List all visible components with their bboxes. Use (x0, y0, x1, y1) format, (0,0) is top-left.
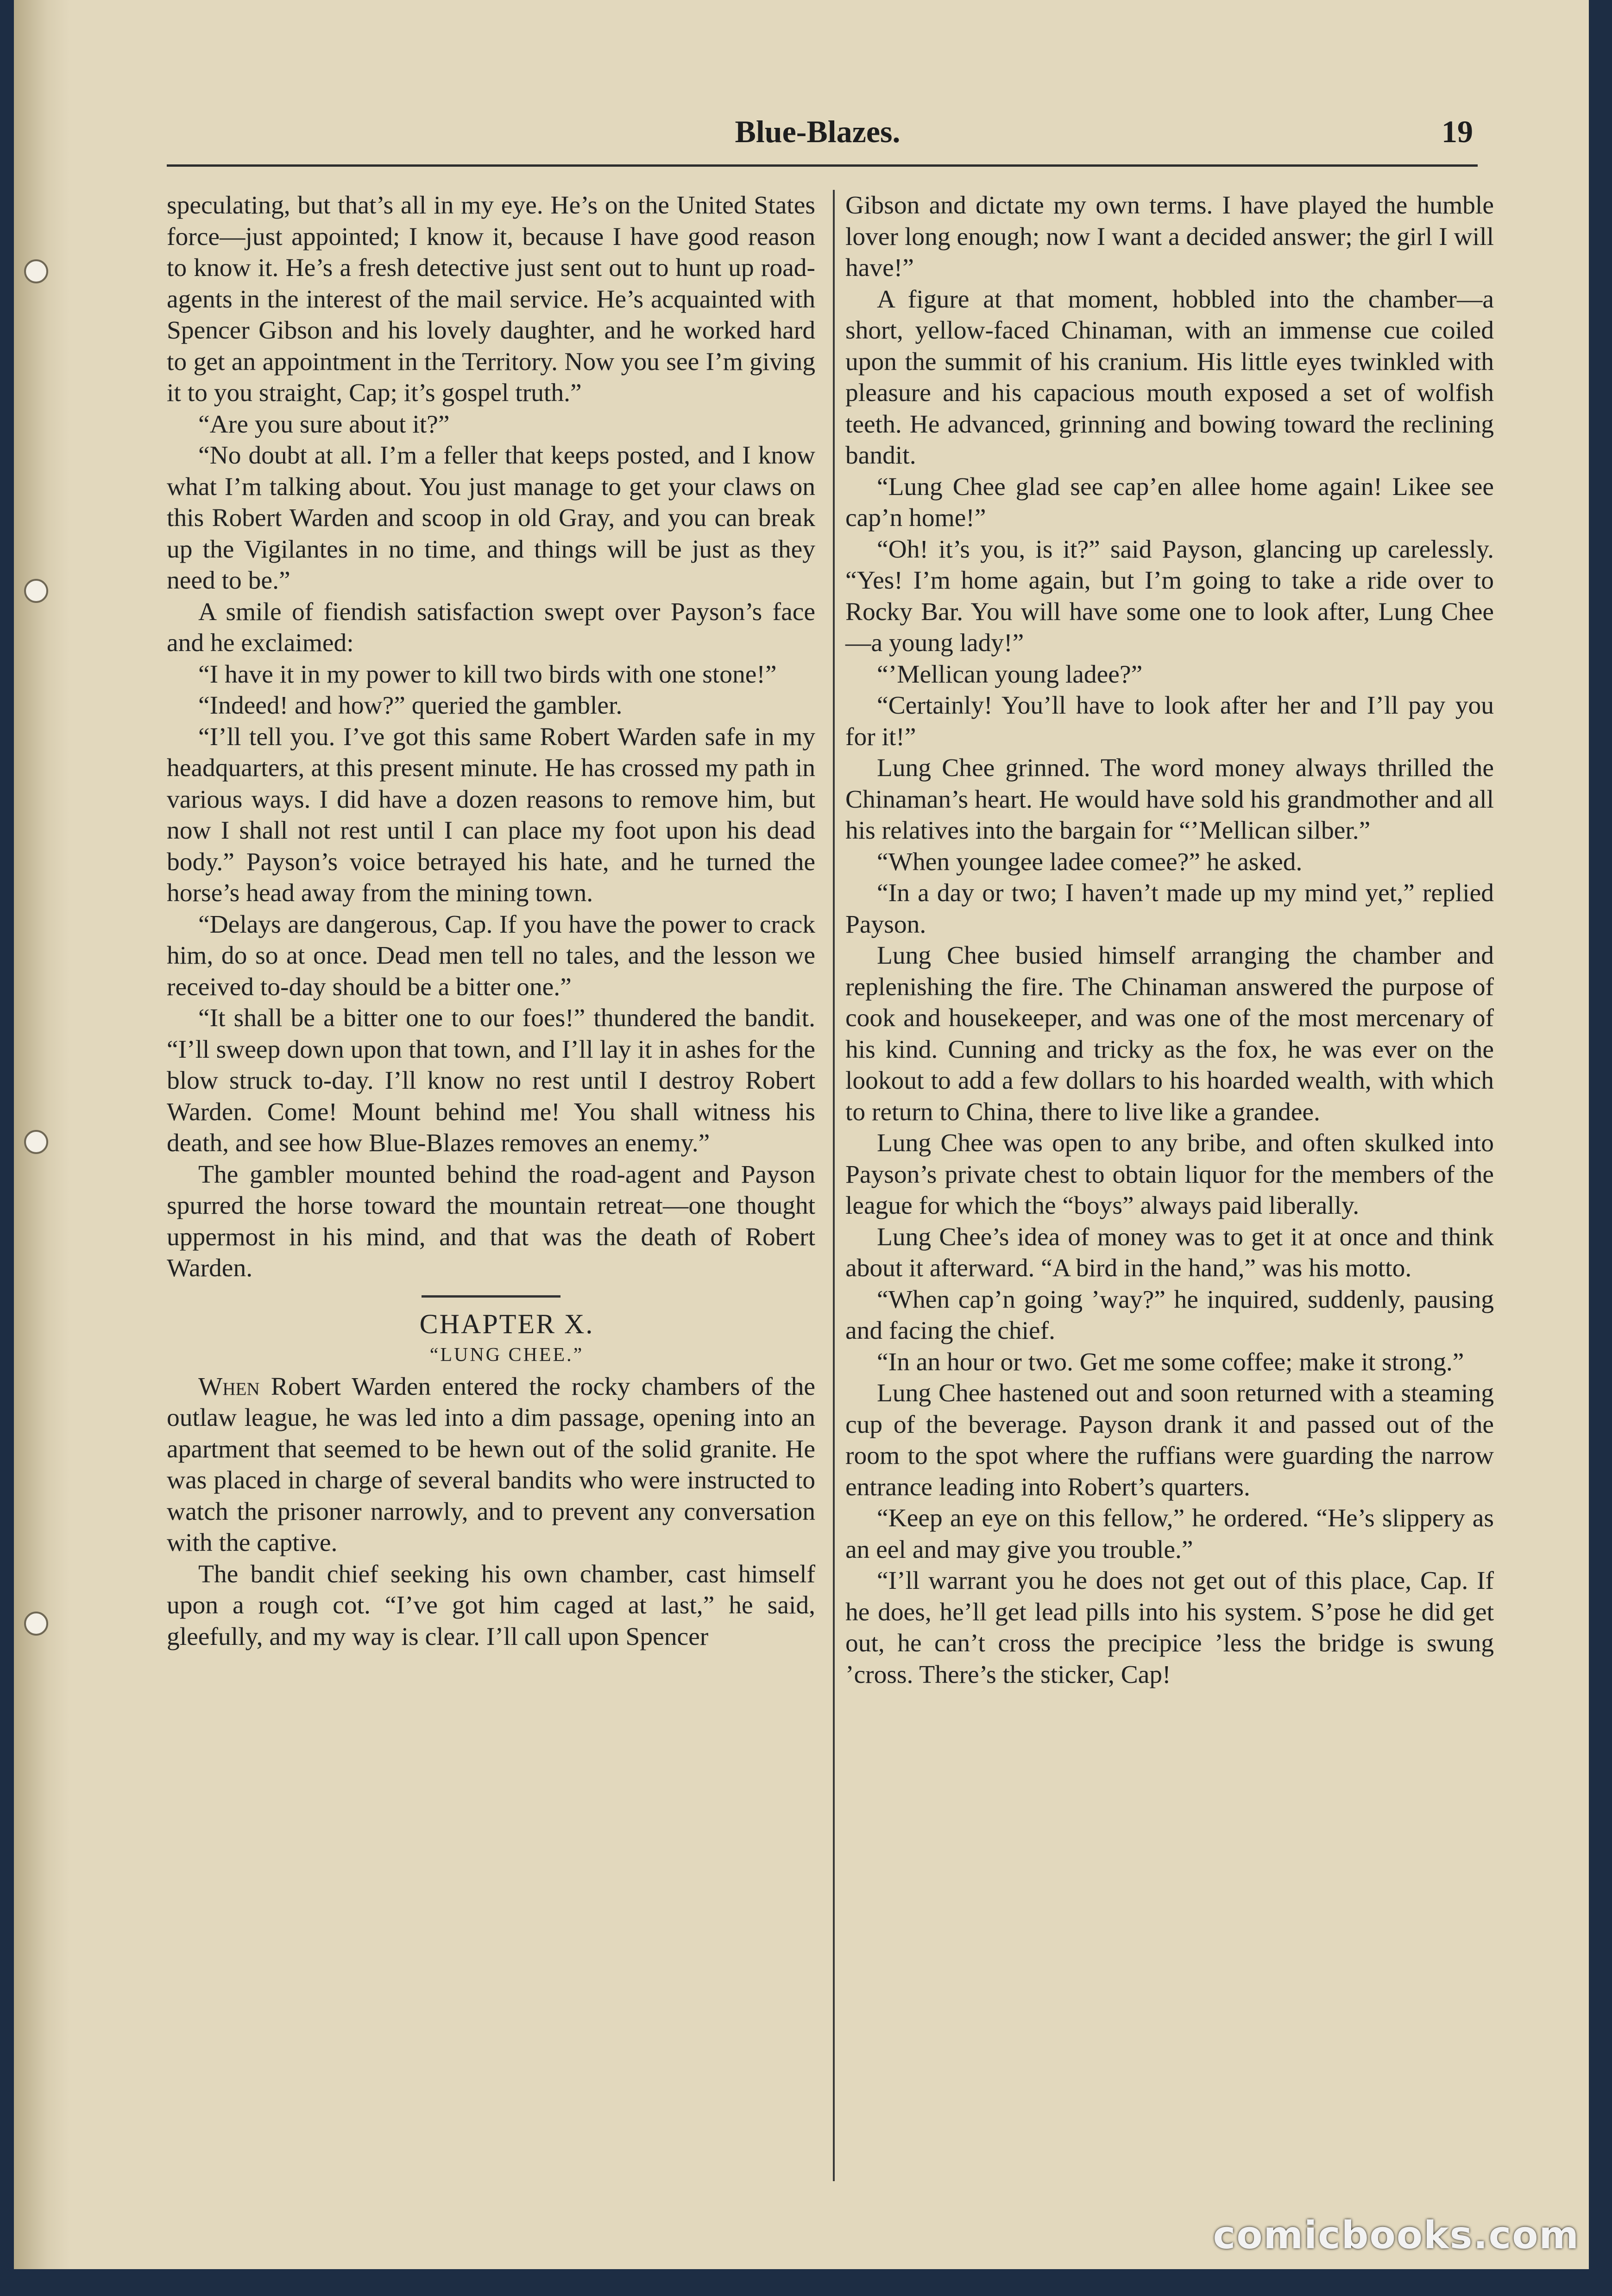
paragraph: “I’ll warrant you he does not get out of this place, Cap. If he does, he’ll get lead pills into his system. S’pose he did get out, he can’t cross the precipice ’less the bridge is swung ’cross. There’s the sticker, Cap! (845, 1567, 1494, 1689)
paragraph: Lung Chee grinned. The word money always thrilled the Chinaman’s heart. He would have sold his grandmother and all his relatives into the bargain for “’Mellican silber.” (845, 754, 1494, 845)
paragraph: “’Mellican young ladee?” (877, 660, 1143, 689)
book-page (14, 0, 1589, 2269)
paragraph: “Are you sure about it?” (198, 410, 450, 439)
paragraph: “When youngee ladee comee?” he asked. (877, 847, 1303, 876)
stitch-hole-icon (24, 1130, 48, 1154)
paragraph: “In a day or two; I haven’t made up my mind yet,” replied Payson. (845, 879, 1494, 939)
page-header (162, 109, 1473, 155)
paragraph: Lung Chee busied himself arranging the chamber and replenishing the fire. The Chinaman answered the purpose of cook and housekeeper, and was one of the most mercenary of his kind. Cunning and tricky as the fox, he was ever on the lookout to add a few dollars to his hoarded wealth, with which to return to China, there to live like a grandee. (845, 941, 1494, 1126)
paragraph: “Oh! it’s you, is it?” said Payson, glancing up carelessly. “Yes! I’m home again, but I’m going to take a ride over to Rocky Bar. You will have some one to look after, Lung Chee—a young lady!” (845, 535, 1494, 657)
page-number: 19 (1442, 114, 1473, 149)
paragraph: Lung Chee hastened out and soon returned with a steaming cup of the beverage. Payson drank it and passed out of the room to the spot where the ruffians were guarding the narrow entrance leading into Robert’s quarters. (845, 1379, 1494, 1501)
paragraph: A figure at that moment, hobbled into the chamber—a short, yellow-faced Chinaman, with an immense cue coiled upon the summit of his cranium. His little eyes twinkled with pleasure and his capacious mouth exposed a set of wolfish teeth. He advanced, grinning and bowing toward the reclining bandit. (845, 285, 1494, 470)
page-binding-edge (14, 0, 69, 2269)
chapter-opening-paragraph (167, 1371, 815, 1559)
paragraph: “Delays are dangerous, Cap. If you have the power to crack him, do so at once. Dead men tell no tales, and the lesson we received to-day should be a bitter one.” (167, 910, 815, 1001)
paragraph: “Certainly! You’ll have to look after her and I’ll pay you for it!” (845, 691, 1494, 751)
paragraph: “It shall be a bitter one to our foes!” thundered the bandit. “I’ll sweep down upon that town, and I’ll lay it in ashes for the blow struck to-day. I’ll know no rest until I destroy Robert Warden. Come! Mount behind me! You shall witness his death, and see how Blue-Blazes removes an enemy.” (167, 1004, 815, 1157)
chapter-rule (422, 1295, 560, 1298)
paragraph: “Indeed! and how?” queried the gambler. (198, 691, 623, 720)
header-rule (167, 164, 1478, 167)
paragraph: speculating, but that’s all in my eye. He’s on the United States force—just appointed; I know it, because I have good reason to know it. He’s a fresh detective just sent out to hunt up road-agents in the interest of the mail service. He’s acquainted with Spencer Gibson and his lovely daughter, and he worked hard to get an appointment in the Territory. Now you see I’m giving it to you straight, Cap; it’s gospel truth.” (167, 191, 815, 407)
paragraph: “When cap’n going ’way?” he inquired, suddenly, pausing and facing the chief. (845, 1285, 1494, 1345)
paragraph: “Lung Chee glad see cap’en allee home again! Likee see cap’n home!” (845, 472, 1494, 532)
paragraph: The gambler mounted behind the road-agent and Payson spurred the horse toward the mountain retreat—one thought uppermost in his mind, and that was the death of Robert Warden. (167, 1160, 815, 1282)
paragraph: Lung Chee’s idea of money was to get it at once and think about it afterward. “A bird in the hand,” was his motto. (845, 1223, 1494, 1282)
paragraph: Gibson and dictate my own terms. I have played the humble lover long enough; now I want a decided answer; the girl I will have!” (845, 191, 1494, 282)
paragraph: “In an hour or two. Get me some coffee; make it strong.” (877, 1348, 1464, 1376)
stitch-hole-icon (24, 1612, 48, 1636)
site-watermark: comicbooks.com (1213, 2214, 1580, 2258)
stitch-hole-icon (24, 579, 48, 603)
paragraph: Lung Chee was open to any bribe, and often skulked into Payson’s private chest to obtain liquor for the members of the league for which the “boys” always paid liberally. (845, 1129, 1494, 1220)
paragraph: “I’ll tell you. I’ve got this same Robert Warden safe in my headquarters, at this present minute. He has crossed my path in various ways. I did have a dozen reasons to remove him, but now I shall not rest until I can place my foot upon his dead body.” Payson’s voice betrayed his hate, and he turned the horse’s head away from the mining town. (167, 722, 815, 907)
left-column (167, 190, 815, 1652)
paragraph: “I have it in my power to kill two birds with one stone!” (198, 660, 777, 689)
column-divider (833, 190, 835, 2181)
chapter-subtitle: “LUNG CHEE.” (429, 1344, 584, 1366)
paragraph: The bandit chief seeking his own chamber, cast himself upon a rough cot. “I’ve got him caged at last,” he said, gleefully, and my way is clear. I’ll call upon Spencer (167, 1560, 815, 1651)
paragraph-text: Robert Warden entered the rocky chambers of the outlaw league, he was led into a dim passage, opening into an apartment that seemed to be hewn out of the solid granite. He was placed in charge of several bandits who were instructed to watch the prisoner narrowly, and to prevent any conversation with the captive. (167, 1372, 815, 1557)
drop-word: When (198, 1372, 260, 1401)
paragraph: A smile of fiendish satisfaction swept over Payson’s face and he exclaimed: (167, 597, 815, 657)
right-column (845, 190, 1494, 1690)
running-head-title: Blue-Blazes. (735, 114, 900, 149)
paragraph: “Keep an eye on this fellow,” he ordered. “He’s slippery as an eel and may give you trouble.” (845, 1504, 1494, 1564)
paragraph: “No doubt at all. I’m a feller that keeps posted, and I know what I’m talking about. You just manage to get your claws on this Robert Warden and scoop in old Gray, and you can break up the Vigilantes in no time, and things will be just as they need to be.” (167, 441, 815, 595)
chapter-heading: CHAPTER X. (419, 1308, 594, 1339)
stitch-hole-icon (24, 259, 48, 283)
